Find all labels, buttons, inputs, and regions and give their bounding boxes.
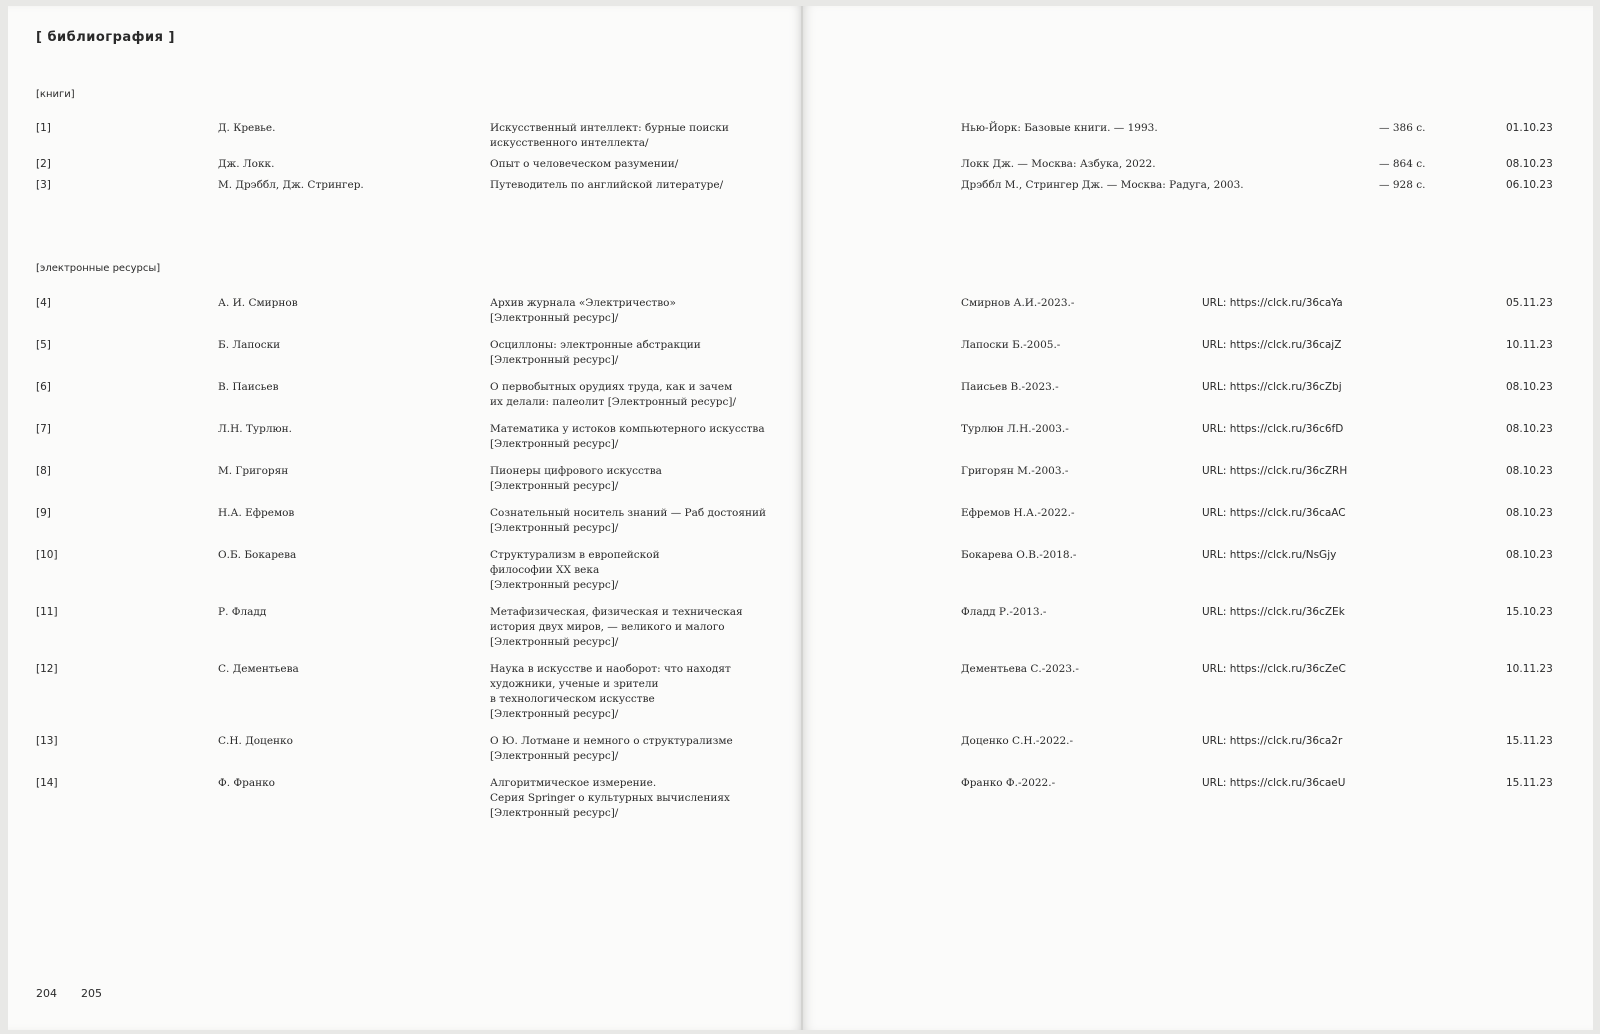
entry-title: Архив журнала «Электричество» [Электронный ресурс]/ (490, 297, 676, 324)
entry-url: URL: https://clck.ru/36caeU (1202, 777, 1346, 789)
entry-number: [11] (36, 606, 58, 618)
entry-author: Ф. Франко (218, 777, 275, 789)
entry-title: Пионеры цифрового искусства [Электронный ресурс]/ (490, 465, 662, 492)
entry-title: Опыт о человеческом разумении/ (490, 158, 679, 170)
entry-publication: Смирнов А.И.-2023.- (961, 297, 1075, 309)
entry-author: Д. Кревье. (218, 122, 276, 134)
entry-date: 01.10.23 (1506, 122, 1553, 134)
entry-number: [8] (36, 465, 51, 477)
entry-url: URL: https://clck.ru/36cZeC (1202, 663, 1346, 675)
entry-date: 10.11.23 (1506, 339, 1553, 351)
entry-title: Искусственный интеллект: бурные поиски искусственного интеллекта/ (490, 122, 729, 149)
entry-author: С. Дементьева (218, 663, 299, 675)
entry-publication: Дрэббл М., Стрингер Дж. — Москва: Радуга, 2003. (961, 179, 1244, 191)
page-number-left: 204 (36, 987, 57, 1000)
entry-title: Структурализм в европейской философии XX века [Электронный ресурс]/ (490, 549, 660, 591)
entry-title: Метафизическая, физическая и техническая история двух миров, — великого и малого [Электронный ресурс]/ (490, 606, 743, 648)
entry-date: 08.10.23 (1506, 549, 1553, 561)
entry-title: Путеводитель по английской литературе/ (490, 179, 724, 191)
entry-number: [6] (36, 381, 51, 393)
entry-publication: Лапоски Б.-2005.- (961, 339, 1061, 351)
entry-author: Р. Фладд (218, 606, 267, 618)
entry-url: URL: https://clck.ru/36cZbj (1202, 381, 1342, 393)
entry-publication: Локк Дж. — Москва: Азбука, 2022. (961, 158, 1156, 170)
entry-url: URL: https://clck.ru/36cZEk (1202, 606, 1345, 618)
entry-publication: Франко Ф.-2022.- (961, 777, 1056, 789)
entry-author: Дж. Локк. (218, 158, 275, 170)
entry-publication: Доценко С.Н.-2022.- (961, 735, 1074, 747)
entry-url: URL: https://clck.ru/NsGjy (1202, 549, 1337, 561)
entry-number: [2] (36, 158, 51, 170)
entry-date: 08.10.23 (1506, 423, 1553, 435)
entry-title: Математика у истоков компьютерного искусства [Электронный ресурс]/ (490, 423, 765, 450)
entry-author: О.Б. Бокарева (218, 549, 297, 561)
entry-author: М. Григорян (218, 465, 289, 477)
entry-date: 08.10.23 (1506, 465, 1553, 477)
entry-pages: — 386 с. (1379, 122, 1426, 134)
entry-title: Наука в искусстве и наоборот: что находят художники, ученые и зрители в технологическом искусстве [Электронный ресурс]/ (490, 663, 731, 720)
entry-date: 08.10.23 (1506, 507, 1553, 519)
entry-title: Осциллоны: электронные абстракции [Электронный ресурс]/ (490, 339, 701, 366)
entry-publication: Фладд Р.-2013.- (961, 606, 1047, 618)
entry-publication: Бокарева О.В.-2018.- (961, 549, 1077, 561)
eresources-subheading: [электронные ресурсы] (36, 263, 161, 274)
entry-author: М. Дрэббл, Дж. Стрингер. (218, 179, 364, 191)
entry-date: 08.10.23 (1506, 381, 1553, 393)
entry-publication: Григорян М.-2003.- (961, 465, 1069, 477)
gutter (801, 6, 803, 1030)
entry-pages: — 864 с. (1379, 158, 1426, 170)
entry-publication: Паисьев В.-2023.- (961, 381, 1059, 393)
entry-author: А. И. Смирнов (218, 297, 298, 309)
entry-author: Н.А. Ефремов (218, 507, 295, 519)
entry-url: URL: https://clck.ru/36caYa (1202, 297, 1343, 309)
entry-date: 15.11.23 (1506, 735, 1553, 747)
entry-url: URL: https://clck.ru/36c6fD (1202, 423, 1344, 435)
entry-publication: Нью-Йорк: Базовые книги. — 1993. (961, 122, 1158, 134)
entry-publication: Дементьева С.-2023.- (961, 663, 1079, 675)
entry-publication: Турлюн Л.Н.-2003.- (961, 423, 1069, 435)
entry-title: Сознательный носитель знаний — Раб достояний [Электронный ресурс]/ (490, 507, 766, 534)
entry-number: [3] (36, 179, 51, 191)
entry-title: О первобытных орудиях труда, как и зачем их делали: палеолит [Электронный ресурс]/ (490, 381, 737, 408)
entry-date: 15.10.23 (1506, 606, 1553, 618)
entry-url: URL: https://clck.ru/36cajZ (1202, 339, 1342, 351)
entry-number: [12] (36, 663, 58, 675)
entry-publication: Ефремов Н.А.-2022.- (961, 507, 1075, 519)
entry-number: [10] (36, 549, 58, 561)
entry-number: [1] (36, 122, 51, 134)
entry-number: [7] (36, 423, 51, 435)
entry-pages: — 928 с. (1379, 179, 1426, 191)
entry-url: URL: https://clck.ru/36cZRH (1202, 465, 1348, 477)
entry-number: [4] (36, 297, 51, 309)
entry-author: Л.Н. Турлюн. (218, 423, 292, 435)
entry-title: Алгоритмическое измерение. Серия Springer о культурных вычислениях [Электронный ресурс]/ (490, 777, 730, 819)
page-number-right: 205 (81, 987, 102, 1000)
entry-date: 05.11.23 (1506, 297, 1553, 309)
entry-author: В. Паисьев (218, 381, 279, 393)
entry-date: 10.11.23 (1506, 663, 1553, 675)
entry-url: URL: https://clck.ru/36caAC (1202, 507, 1346, 519)
entry-number: [5] (36, 339, 51, 351)
entry-number: [13] (36, 735, 58, 747)
entry-number: [9] (36, 507, 51, 519)
entry-title: О Ю. Лотмане и немного о структурализме [Электронный ресурс]/ (490, 735, 733, 762)
section-heading: [ библиография ] (36, 30, 175, 45)
entry-date: 06.10.23 (1506, 179, 1553, 191)
entry-author: С.Н. Доценко (218, 735, 293, 747)
right-page (803, 6, 1593, 1030)
entry-url: URL: https://clck.ru/36ca2r (1202, 735, 1343, 747)
entry-date: 08.10.23 (1506, 158, 1553, 170)
entry-author: Б. Лапоски (218, 339, 281, 351)
entry-number: [14] (36, 777, 58, 789)
books-subheading: [книги] (36, 89, 75, 100)
entry-date: 15.11.23 (1506, 777, 1553, 789)
